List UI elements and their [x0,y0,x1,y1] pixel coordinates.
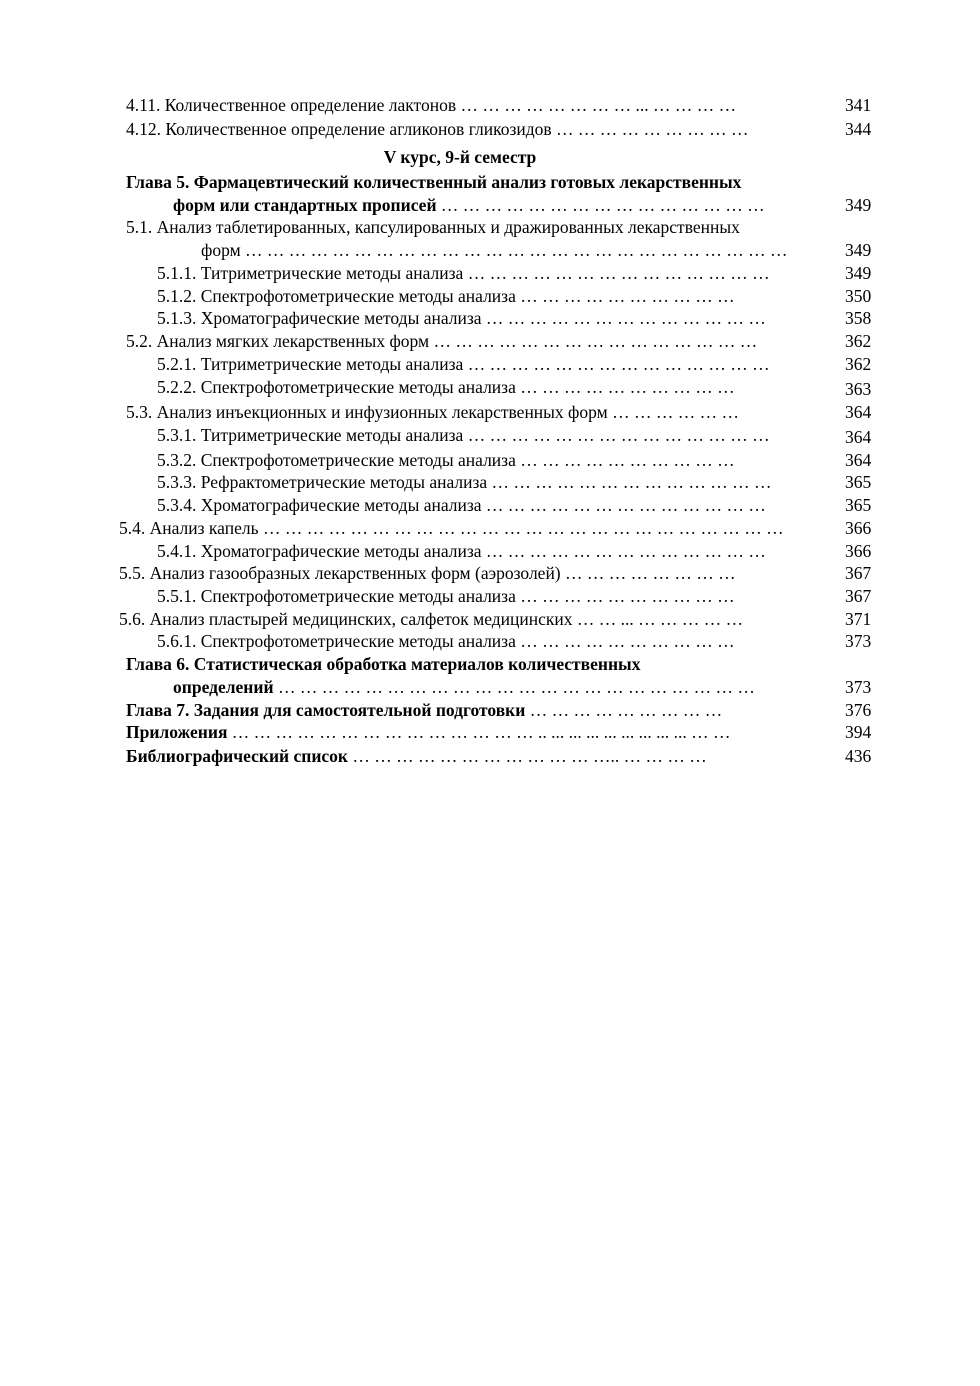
toc-page-number: 364 [845,402,872,422]
chapter-title: Библиографический список [126,746,349,766]
toc-entry-title: 5.6.1. Спектрофотометрические методы анализа [157,631,516,651]
toc-page-number: 341 [845,95,872,115]
toc-entry-title: 5.4. Анализ капель [119,518,259,538]
chapter-title-line: Глава 6. Статистическая обработка материалов количественных [126,654,641,674]
toc-entry [126,745,707,767]
toc-page-number: 394 [845,722,872,742]
toc-leader: … … … … … … … … [560,563,736,583]
toc-entry [157,424,770,446]
toc-page-number: 349 [845,263,872,283]
toc-entry-title: 5.1.3. Хроматографические методы анализа [157,308,482,328]
toc-entry-title: 5.3.2. Спектрофотометрические методы анализа [157,450,516,470]
toc-leader: … … … … … … … … … … … … … … [463,263,770,283]
toc-entry-title: 5.1. Анализ таблетированных, капсулированных и дражированных лекарственных [126,217,740,237]
toc-leader: … … … … … … … … … … … ….. … … … … [348,746,707,766]
toc-entry-title: 4.12. Количественное определение агликонов гликозидов [126,119,552,139]
toc-entry [157,540,766,562]
toc-leader: … … … … … … … … … … … … … … [463,425,770,445]
toc-entry [157,353,770,375]
toc-page-number: 366 [845,541,872,561]
chapter-title: Приложения [126,722,228,742]
toc-page-number: 365 [845,472,872,492]
toc-entry-title: 5.1.1. Титриметрические методы анализа [157,263,464,283]
toc-leader: … … … … … … … … … … … … … … [463,354,770,374]
toc-leader: … … … … … … [607,402,739,422]
toc-leader: … … … … … … … … … … … … … [487,472,772,492]
toc-entry-title: 5.3.4. Хроматографические методы анализа [157,495,482,515]
toc-page-number: 363 [845,379,872,399]
toc-page-number: 376 [845,700,872,720]
toc-leader: … … … … … … … … … … [515,586,735,606]
toc-entry [157,376,735,398]
toc-leader: … … … … … … … … … … … … … … … [436,195,765,215]
toc-entry-title: 5.4.1. Хроматографические методы анализа [157,541,482,561]
toc-page-number: 365 [845,495,872,515]
toc-leader: … … … … … … … … … … [515,286,735,306]
toc-entry [201,239,788,261]
toc-leader: … … … … … … … … … … … … … … … … … … … … … … [273,677,755,697]
toc-entry-title: 5.5. Анализ газообразных лекарственных форм (аэрозолей) [119,563,561,583]
toc-entry [126,699,722,721]
chapter-title-line: форм или стандартных прописей [173,195,437,215]
toc-entry [126,721,731,743]
toc-leader: … … … … … … … … … [525,700,723,720]
toc-leader: … … … … … … … … … … … … … [481,495,766,515]
toc-entry [157,494,766,516]
toc-entry [126,401,739,423]
toc-entry-title: 5.2. Анализ мягких лекарственных форм [126,331,430,351]
toc-entry-title: 4.11. Количественное определение лактонов [126,95,457,115]
toc-entry [119,562,736,584]
toc-page-number: 344 [845,119,872,139]
toc-leader: … … … … … … … … … … [515,631,735,651]
toc-entry [157,285,735,307]
toc-entry-title: 5.6. Анализ пластырей медицинских, салфеток медицинских [119,609,573,629]
toc-entry-title: 5.1.2. Спектрофотометрические методы анализа [157,286,516,306]
toc-entry [157,262,770,284]
toc-leader: … … … … … … … … … … [515,450,735,470]
toc-page-number: 362 [845,331,872,351]
toc-page-number: 349 [845,240,872,260]
toc-entry [157,449,735,471]
chapter-title-line: Глава 5. Фармацевтический количественный анализ готовых лекарственных [126,172,742,192]
toc-page-number: 362 [845,354,872,374]
toc-page-number: 436 [845,746,872,766]
toc-entry [157,585,735,607]
toc-entry-title: 5.3.1. Титриметрические методы анализа [157,425,464,445]
toc-entry [126,330,757,352]
toc-entry-title: 5.3. Анализ инъекционных и инфузионных лекарственных форм [126,402,608,422]
toc-leader: … … ... … … … … … [572,609,744,629]
toc-page-number: 350 [845,286,872,306]
toc-page-number: 367 [845,586,872,606]
toc-leader: … … … … … … … … … … … … … [481,308,766,328]
toc-page-number: 364 [845,450,872,470]
toc-entry [157,307,766,329]
toc-page-number: 364 [845,427,872,447]
toc-leader: … … … … … … … … … … … … … … … [429,331,758,351]
toc-leader: … … … … … … … … … … … … … … … … … … … … … … … … [258,518,784,538]
toc-entry-title: 5.3.3. Рефрактометрические методы анализа [157,472,488,492]
toc-entry-title: форм [201,240,241,260]
toc-entry-title: 5.5.1. Спектрофотометрические методы анализа [157,586,516,606]
semester-heading: V курс, 9-й семестр [383,147,537,167]
toc-page-number: 371 [845,609,872,629]
toc-entry [119,608,743,630]
toc-leader: … … … … … … … … … [551,119,749,139]
toc-entry [173,676,755,698]
toc-leader: … … … … … … … … ... … … … … [456,95,737,115]
toc-entry [119,517,784,539]
toc-entry [157,630,735,652]
toc-leader: … … … … … … … … … … … … … [481,541,766,561]
toc-entry-title: 5.2.1. Титриметрические методы анализа [157,354,464,374]
toc-entry-title: 5.2.2. Спектрофотометрические методы анализа [157,377,516,397]
toc-page-number: 367 [845,563,872,583]
toc-entry [126,118,749,140]
chapter-title: Глава 7. Задания для самостоятельной подготовки [126,700,526,720]
toc-page-number: 349 [845,195,872,215]
toc-entry [126,94,736,116]
chapter-title-line: определений [173,677,274,697]
toc-leader: … … … … … … … … … … … … … … .. ... ... ... ... ... ... ... ... … … [227,722,731,742]
toc-page-number: 373 [845,677,872,697]
toc-leader: … … … … … … … … … … … … … … … … … … … … … … … … … [240,240,788,260]
toc-page-number: 358 [845,308,872,328]
toc-page-number: 373 [845,631,872,651]
toc-leader: … … … … … … … … … … [515,377,735,397]
toc-entry [173,194,765,216]
toc-page-number: 366 [845,518,872,538]
toc-entry [157,471,772,493]
